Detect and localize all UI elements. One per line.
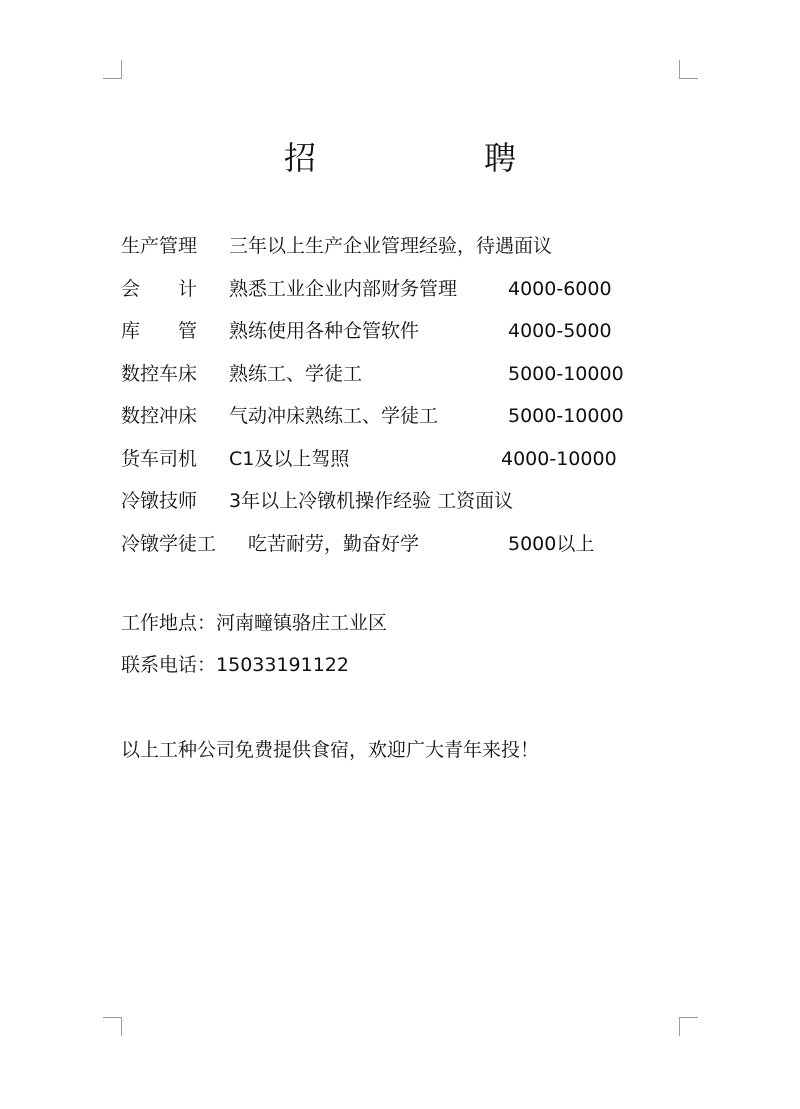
job-row	[121, 441, 681, 484]
work-location-label: 工作地点：	[121, 612, 217, 634]
job-title: 冷镦学徒工	[121, 532, 217, 555]
job-row	[121, 228, 681, 271]
job-description: 吃苦耐劳，勤奋好学	[229, 532, 420, 555]
job-title: 货车司机	[121, 447, 198, 470]
job-list	[121, 228, 681, 568]
job-row	[121, 356, 681, 399]
job-description: 熟悉工业企业内部财务管理	[229, 277, 458, 300]
job-description: 熟练工、学徒工	[229, 362, 363, 385]
job-row	[121, 483, 681, 526]
contact-phone-label: 联系电话：	[121, 654, 217, 676]
job-title: 生产管理	[121, 235, 198, 257]
contact-phone	[121, 647, 349, 683]
job-salary: 4000-5000	[508, 320, 612, 342]
job-description: 3年以上冷镦机操作经验 工资面议	[229, 490, 514, 512]
job-description: 三年以上生产企业管理经验，待遇面议	[229, 235, 553, 257]
work-location-value: 河南疃镇骆庄工业区	[216, 612, 388, 634]
contact-phone-value: 15033191122	[216, 654, 349, 676]
job-title: 会 计	[121, 277, 198, 300]
crop-mark-bottom-right	[679, 1017, 698, 1036]
job-description: 熟练使用各种仓管软件	[229, 320, 420, 342]
benefits-notice: 以上工种公司免费提供食宿，欢迎广大青年来投！	[121, 739, 540, 761]
job-description: 气动冲床熟练工、学徒工	[229, 405, 439, 427]
work-location	[121, 605, 387, 641]
job-title: 库 管	[121, 320, 198, 342]
crop-mark-top-right	[679, 60, 698, 79]
job-salary: 5000以上	[508, 532, 595, 555]
page-title: 招 聘	[283, 139, 584, 178]
job-row	[121, 313, 681, 356]
job-salary: 5000-10000	[508, 405, 624, 427]
crop-mark-bottom-left	[103, 1017, 122, 1036]
job-description: C1及以上驾照	[229, 447, 350, 470]
job-row	[121, 271, 681, 314]
job-row	[121, 398, 681, 441]
job-title: 数控冲床	[121, 405, 198, 427]
job-row	[121, 526, 681, 569]
job-salary: 4000-6000	[508, 277, 612, 300]
job-salary: 5000-10000	[508, 362, 624, 385]
crop-mark-top-left	[103, 60, 122, 79]
job-salary: 4000-10000	[501, 447, 617, 470]
job-title: 数控车床	[121, 362, 198, 385]
job-title: 冷镦技师	[121, 490, 198, 512]
